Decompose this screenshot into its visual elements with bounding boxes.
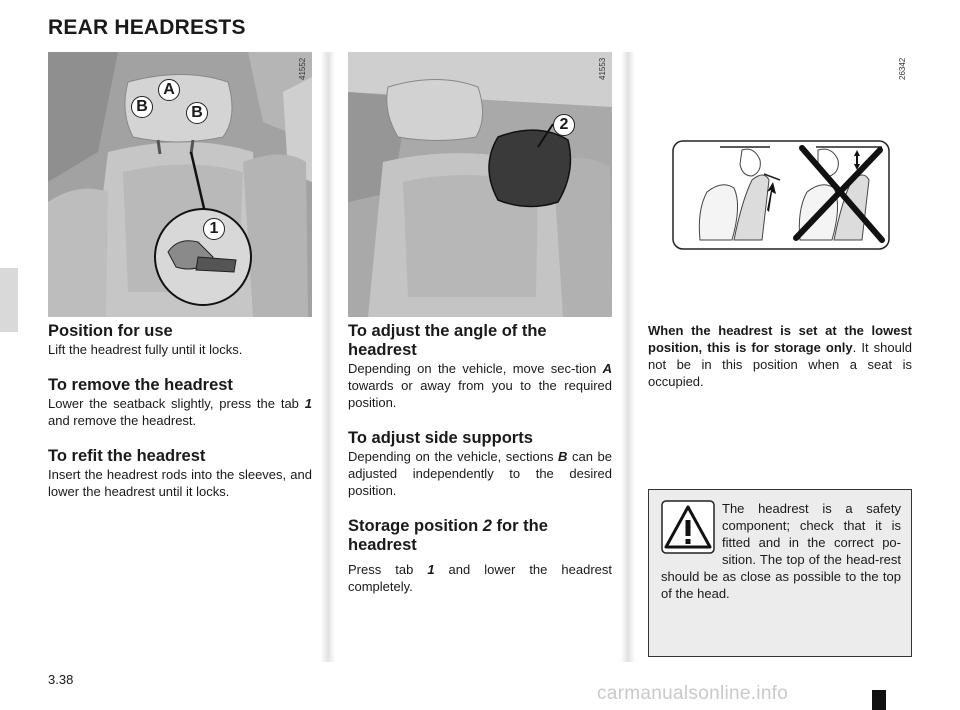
text-adjust-angle xyxy=(348,360,612,411)
callout-a: A xyxy=(158,79,180,101)
text-storage-note xyxy=(648,322,912,390)
heading-storage-position xyxy=(348,517,612,555)
text-run-bold: When the headrest is set at the lowest position, this is for storage only xyxy=(648,323,912,355)
page-number: 3.38 xyxy=(48,672,74,687)
warning-box xyxy=(648,489,912,657)
text-position-for-use: Lift the headrest fully until it locks. xyxy=(48,342,243,357)
warning-triangle-icon xyxy=(661,500,715,554)
text-refit-headrest: Insert the headrest rods into the sleeves, and lower the headrest until it locks. xyxy=(48,467,312,499)
text-run: towards or away from you to the required position. xyxy=(348,378,612,410)
text-run: Press tab xyxy=(348,562,428,577)
text-remove-headrest xyxy=(48,395,312,429)
heading-adjust-angle: To adjust the angle of the headrest xyxy=(348,322,547,359)
column-2-text xyxy=(348,322,612,595)
text-run: Lower the seatback slightly, press the tab xyxy=(48,396,305,411)
figure-ref-number: 41552 xyxy=(298,57,307,80)
column-3-text xyxy=(648,322,912,390)
ref-section-b: B xyxy=(558,449,568,464)
callout-b-right: B xyxy=(186,102,208,124)
callout-2: 2 xyxy=(553,114,575,136)
figure-headrest-storage xyxy=(348,52,612,317)
text-run: Depending on the vehicle, sections xyxy=(348,449,559,464)
column-separator xyxy=(621,52,635,662)
ref-tab-1: 1 xyxy=(304,396,312,411)
column-separator xyxy=(321,52,335,662)
callout-1: 1 xyxy=(203,218,225,240)
figure-ref-number: 26342 xyxy=(898,57,907,80)
spacer xyxy=(48,358,312,376)
text-run: for the headrest xyxy=(348,517,548,554)
text-run: Storage position xyxy=(348,517,483,535)
heading-refit-headrest: To refit the headrest xyxy=(48,447,206,465)
warning-text: The headrest is a safety component; check that it is fitted and in the correct po-sition. The top of the head-rest should be as close as possible to the top of the head. xyxy=(661,501,901,601)
column-1-text xyxy=(48,322,312,500)
text-run: can be adjusted independently to the desired position. xyxy=(348,449,612,498)
text-side-supports xyxy=(348,448,612,499)
text-storage-position xyxy=(348,561,612,595)
ref-tab-1: 1 xyxy=(427,562,435,577)
heading-position-for-use: Position for use xyxy=(48,322,173,340)
text-run: and remove the headrest. xyxy=(48,413,197,428)
text-run: . It should not be in this position when a seat is occupied. xyxy=(648,340,912,389)
text-run: and lower the headrest completely. xyxy=(348,562,612,594)
watermark: carmanualsonline.info xyxy=(597,683,789,704)
figure-storage-diagram xyxy=(672,140,890,250)
spacer xyxy=(48,429,312,447)
callout-b-left: B xyxy=(131,96,153,118)
heading-remove-headrest: To remove the headrest xyxy=(48,376,233,394)
figure-ref-number: 41553 xyxy=(598,57,607,80)
page-title: REAR HEADRESTS xyxy=(48,16,246,39)
spacer xyxy=(348,411,612,429)
spacer xyxy=(348,499,612,517)
figure-headrest-position xyxy=(48,52,312,317)
section-tab xyxy=(0,268,18,332)
corner-mark xyxy=(872,690,886,710)
ref-section-a: A xyxy=(602,361,612,376)
ref-position-2: 2 xyxy=(482,517,492,535)
heading-side-supports: To adjust side supports xyxy=(348,429,533,447)
text-run: Depending on the vehicle, move sec-tion xyxy=(348,361,603,376)
